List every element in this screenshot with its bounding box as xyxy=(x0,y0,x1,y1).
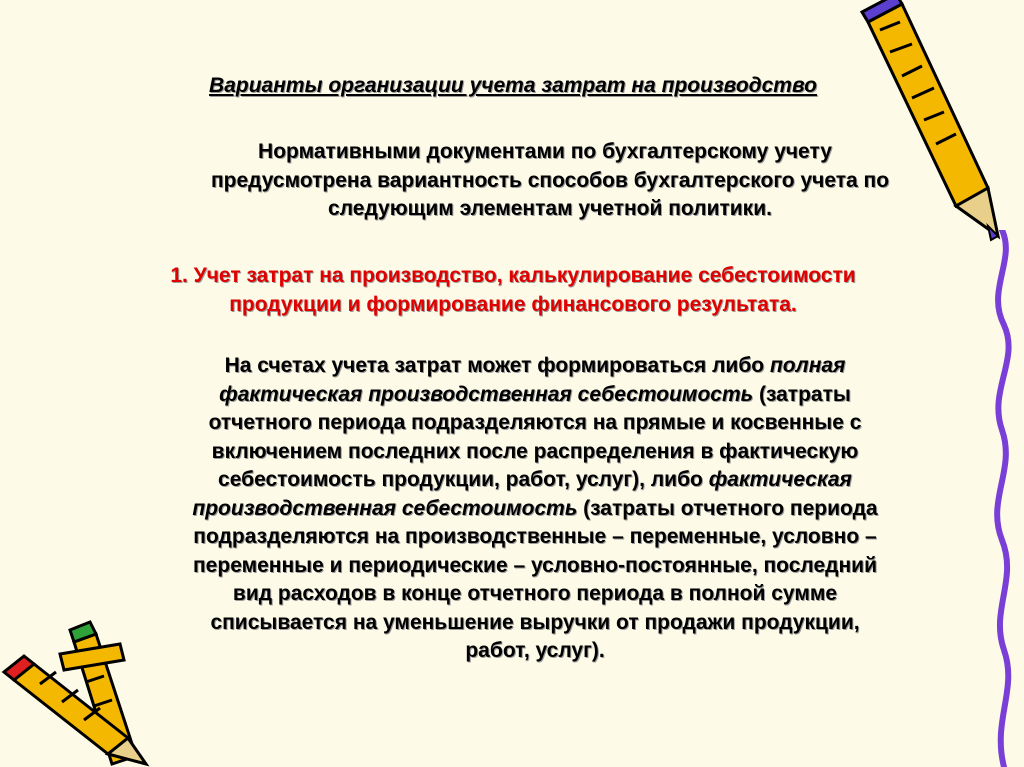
point-line: продукции и формирование финансового результата. xyxy=(229,292,797,316)
body-emphasis: полная xyxy=(769,354,846,377)
body-text: себестоимость продукции, работ, услуг), либо xyxy=(218,468,709,491)
intro-line: следующим элементам учетной политики. xyxy=(328,197,772,220)
intro-line: Нормативными документами по бухгалтерскому учету xyxy=(258,140,832,163)
body-text: (затраты xyxy=(753,382,851,406)
body-text: подразделяются на производственные – переменные, условно – xyxy=(193,525,877,548)
body-text: работ, услуг). xyxy=(465,639,605,662)
body-text: вид расходов в конце отчетного периода в полной сумме xyxy=(232,582,838,605)
body-text: На счетах учета затрат может формироваться либо xyxy=(224,354,770,377)
intro-paragraph xyxy=(145,138,955,224)
body-emphasis: производственная себестоимость xyxy=(192,496,578,520)
body-text: отчетного периода подразделяются на прямые и косвенные с xyxy=(208,411,862,434)
body-emphasis: фактическая xyxy=(708,468,852,491)
squiggle-line-icon xyxy=(980,230,1024,767)
body-text: (затраты отчетного периода xyxy=(577,496,878,520)
body-text: переменные и периодические – условно-постоянные, последний xyxy=(193,553,877,577)
point-1-paragraph xyxy=(88,262,938,319)
body-paragraph xyxy=(110,352,960,666)
slide-title: Варианты организации учета затрат на производство xyxy=(209,74,817,97)
body-text: включением последних после распределения в фактическую xyxy=(211,439,859,463)
intro-line: предусмотрена вариантность способов бухгалтерского учета по xyxy=(210,168,890,192)
point-number: 1. xyxy=(170,264,188,287)
body-text: списывается на уменьшение выручки от продажи продукции, xyxy=(210,610,860,634)
point-line: Учет затрат на производство, калькулирование себестоимости xyxy=(187,264,856,287)
body-emphasis: фактическая производственная себестоимость xyxy=(219,382,754,406)
